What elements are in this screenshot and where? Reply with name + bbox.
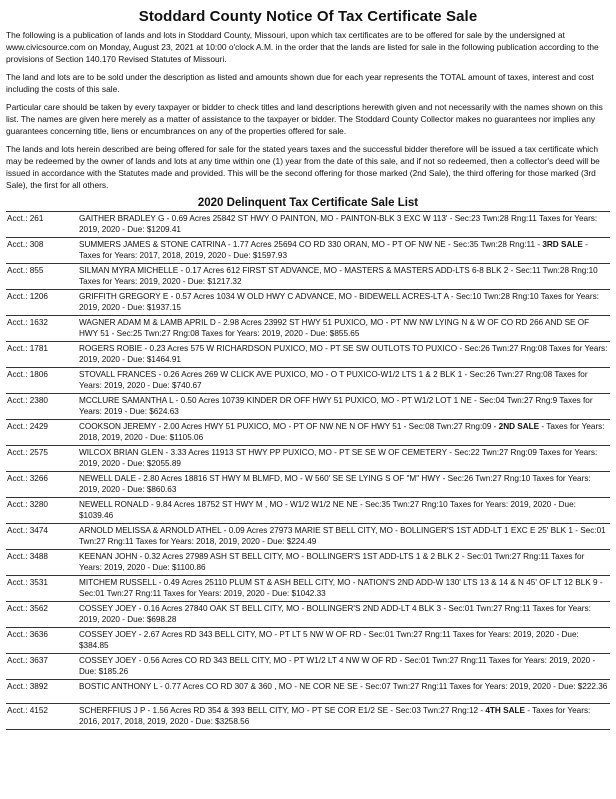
disclaimer-paragraph: Particular care should be taken by every taxpayer or bidder to check titles and land descriptions herewith given and not necessarily with the names shown on this list. The names are given here merely as a matter of assistance to the taxpayer or bidder. The Stoddard County Collector makes no guarantees nor implies any guarantees concerning title, liens or encumbrances on any of the properties offered for sale.	[6, 102, 603, 136]
description-text: SUMMERS JAMES & STONE CATRINA - 1.77 Acres 25694 CO RD 330 ORAN, MO - PT OF NW NE - Sec:35 Twn:28 Rng:11 -	[79, 240, 543, 249]
property-description	[79, 525, 610, 547]
account-number: Acct.: 855	[7, 266, 44, 275]
table-row	[6, 472, 610, 498]
property-description	[79, 291, 610, 313]
table-row	[6, 238, 610, 264]
description-text: STOVALL FRANCES - 0.26 Acres 269 W CLICK AVE PUXICO, MO - O T PUXICO-W1/2 LTS 1 & 2 BLK 1 - Sec:26 Twn:27 Rng:08 Taxes for Years: 2019, 2020 - Due: $740.67	[79, 370, 588, 390]
property-description	[79, 421, 610, 443]
description-text: SCHERFFIUS J P - 1.56 Acres RD 354 & 393 BELL CITY, MO - PT SE COR E1/2 SE - Sec:03 Twn:27 Rng:12 -	[79, 706, 486, 715]
notice-title: Stoddard County Notice Of Tax Certificate Sale	[138, 8, 478, 25]
table-row	[6, 704, 610, 730]
property-description	[79, 317, 610, 339]
table-row	[6, 550, 610, 576]
property-description	[79, 705, 610, 727]
account-number: Acct.: 3280	[7, 500, 48, 509]
description-text-continued: - Taxes for Years: 2016, 2017, 2018, 2019, 2020 - Due: $3258.56	[79, 706, 591, 726]
account-number: Acct.: 3892	[7, 682, 48, 691]
property-description	[79, 499, 610, 521]
account-number: Acct.: 1632	[7, 318, 48, 327]
description-text: KEENAN JOHN - 0.32 Acres 27989 ASH ST BELL CITY, MO - BOLLINGER'S 1ST ADD-LTS 1 & 2 BLK 2 - Sec:01 Twn:27 Rng:11 Taxes for Years: 2019, 2020 - Due: $1100.86	[79, 552, 585, 572]
property-description	[79, 239, 610, 261]
account-number: Acct.: 3637	[7, 656, 48, 665]
account-number: Acct.: 3562	[7, 604, 48, 613]
description-text: WAGNER ADAM M & LAMB APRIL D - 2.98 Acres 23992 ST HWY 51 PUXICO, MO - PT NW NW LYING N & W OF CO RD 266 AND SE OF HWY 51 - Sec:25 Twn:27 Rng:08 Taxes for Years: 2019, 2020 - Due: $855.65	[79, 318, 590, 338]
description-text: COSSEY JOEY - 0.56 Acres CO RD 343 BELL CITY, MO - PT W1/2 LT 4 NW W OF RD - Sec:01 Twn:27 Rng:11 Taxes for Years: 2019, 2020 - Due: $185.26	[79, 656, 596, 676]
property-description	[79, 603, 610, 625]
account-number: Acct.: 3531	[7, 578, 48, 587]
description-text: ARNOLD MELISSA & ARNOLD ATHEL - 0.09 Acres 27973 MARIE ST BELL CITY, MO - BOLLINGER'S 1ST ADD-LT 1 EXC E 25' BLK 1 - Sec:01 Twn:27 Rng:11 Taxes for Years: 2018, 2019, 2020 - Due: $224.49	[79, 526, 606, 546]
table-row	[6, 628, 610, 654]
description-text: MITCHEM RUSSELL - 0.49 Acres 25110 PLUM ST & ASH BELL CITY, MO - NATION'S 2ND ADD-W 130' LTS 13 & 14 & N 45' OF LT 12 BLK 9 - Sec:01 Twn:27 Rng:11 Taxes for Years: 2019, 2020 - Due: $1042.33	[79, 578, 603, 598]
account-number: Acct.: 2429	[7, 422, 48, 431]
description-text: GRIFFITH GREGORY E - 0.57 Acres 1034 W OLD HWY C ADVANCE, MO - BIDEWELL ACRES-LT A - Sec:10 Twn:28 Rng:10 Taxes for Years: 2019, 2020 - Due: $1937.15	[79, 292, 599, 312]
description-text: MCCLURE SAMANTHA L - 0.50 Acres 10739 KINDER DR OFF HWY 51 PUXICO, MO - PT W1/2 LOT 1 NE - Sec:04 Twn:27 Rng:9 Taxes for Years: 2019 - Due: $624.63	[79, 396, 593, 416]
account-number: Acct.: 2380	[7, 396, 48, 405]
sale-marker: 2ND SALE	[498, 422, 540, 431]
account-number: Acct.: 4152	[7, 706, 48, 715]
description-text: GAITHER BRADLEY G - 0.69 Acres 25842 ST HWY O PAINTON, MO - PAINTON-BLK 3 EXC W 113' - Sec:23 Twn:28 Rng:11 Taxes for Years: 2019, 2020 - Due: $1209.41	[79, 214, 598, 234]
table-row	[6, 264, 610, 290]
table-row	[6, 654, 610, 680]
table-row	[6, 212, 610, 238]
table-row	[6, 498, 610, 524]
table-row	[6, 680, 610, 704]
table-row	[6, 342, 610, 368]
description-text-continued: - Taxes for Years: 2018, 2019, 2020 - Due: $1105.06	[79, 422, 605, 442]
table-row	[6, 446, 610, 472]
account-number: Acct.: 2575	[7, 448, 48, 457]
description-text: COOKSON JEREMY - 2.00 Acres HWY 51 PUXICO, MO - PT OF NW NE N OF HWY 51 - Sec:08 Twn:27 Rng:09 -	[79, 422, 499, 431]
property-description	[79, 213, 610, 235]
table-row	[6, 420, 610, 446]
description-text: BOSTIC ANTHONY L - 0.77 Acres CO RD 307 & 360 , MO - NE COR NE SE - Sec:07 Twn:27 Rng:11 Taxes for Years: 2019, 2020 - Due: $222.36	[79, 682, 608, 691]
list-title: 2020 Delinquent Tax Certificate Sale List	[197, 197, 419, 209]
table-row	[6, 524, 610, 550]
account-number: Acct.: 3636	[7, 630, 48, 639]
description-text: SILMAN MYRA MICHELLE - 0.17 Acres 612 FIRST ST ADVANCE, MO - MASTERS & MASTERS ADD-LTS 6-8 BLK 2 - Sec:11 Twn:28 Rng:10 Taxes for Years: 2019, 2020 - Due: $1217.32	[79, 266, 598, 286]
property-description	[79, 395, 610, 417]
property-description	[79, 629, 610, 651]
description-text: WILCOX BRIAN GLEN - 3.33 Acres 11913 ST HWY PP PUXICO, MO - PT SE SE W OF CEMETERY - Sec:22 Twn:27 Rng:09 Taxes for Years: 2019, 2020 - Due: $2055.89	[79, 448, 598, 468]
redemption-paragraph: The lands and lots herein described are being offered for sale for the stated years taxes and the successful bidder therefore will be issued a tax certificate which may be redeemed by the owner of lands and lots at any time within one (1) year from the date of this sale, and if not so redeemed, then a collector's deed will be issued in accordance with the Statutes made and provided. This will be the second offering for those marked (2nd Sale), the third offering for those marked (3rd Sale), the first for all others.	[6, 144, 600, 190]
property-description	[79, 447, 610, 469]
table-row	[6, 394, 610, 420]
description-text-continued: - Taxes for Years: 2017, 2018, 2019, 2020 - Due: $1597.93	[79, 240, 588, 260]
sale-marker: 4TH SALE	[485, 706, 525, 715]
terms-paragraph: The land and lots are to be sold under the description as listed and amounts shown due for each year represents the TOTAL amount of taxes, interest and cost including the costs of this sale.	[6, 72, 594, 94]
account-number: Acct.: 308	[7, 240, 44, 249]
property-description	[79, 265, 610, 287]
property-description	[79, 473, 610, 495]
property-description	[79, 681, 610, 701]
account-number: Acct.: 3488	[7, 552, 48, 561]
property-description	[79, 655, 610, 677]
table-row	[6, 602, 610, 628]
description-text: COSSEY JOEY - 2.67 Acres RD 343 BELL CITY, MO - PT LT 5 NW W OF RD - Sec:01 Twn:27 Rng:11 Taxes for Years: 2019, 2020 - Due: $384.85	[79, 630, 579, 650]
intro-paragraph: The following is a publication of lands and lots in Stoddard County, Missouri, upon which tax certificates are to be offered for sale by the undersigned at www.civicsource.com on Monday, August 23, 2021 at 10:00 o'clock A.M. in the order that the lands are listed for sale in the following publication according to the provisions of Section 140.170 Revised Statutes of Missouri.	[6, 30, 599, 64]
description-text: NEWELL DALE - 2.80 Acres 18816 ST HWY M BLMFD, MO - W 560' SE SE LYING S OF "M" HWY - Sec:26 Twn:27 Rng:10 Taxes for Years: 2019, 2020 - Due: $860.63	[79, 474, 591, 494]
description-text: NEWELL RONALD - 9.84 Acres 18752 ST HWY M , MO - W1/2 W1/2 NE NE - Sec:35 Twn:27 Rng:10 Taxes for Years: 2019, 2020 - Due: $1039.46	[79, 500, 576, 520]
table-row	[6, 290, 610, 316]
account-number: Acct.: 3474	[7, 526, 48, 535]
property-description	[79, 369, 610, 391]
table-row	[6, 368, 610, 394]
table-row	[6, 316, 610, 342]
description-text: COSSEY JOEY - 0.16 Acres 27840 OAK ST BELL CITY, MO - BOLLINGER'S 2ND ADD-LT 4 BLK 3 - Sec:01 Twn:27 Rng:11 Taxes for Years: 2019, 2020 - Due: $698.28	[79, 604, 591, 624]
table-row	[6, 576, 610, 602]
description-text: ROGERS ROBIE - 0.23 Acres 575 W RICHARDSON PUXICO, MO - PT SE SW OUTLOTS TO PUXICO - Sec:26 Twn:27 Rng:08 Taxes for Years: 2019, 2020 - Due: $1464.91	[79, 344, 608, 364]
property-description	[79, 343, 610, 365]
property-description	[79, 577, 610, 599]
account-number: Acct.: 1206	[7, 292, 48, 301]
account-number: Acct.: 261	[7, 214, 44, 223]
sale-list	[6, 211, 610, 730]
property-description	[79, 551, 610, 573]
account-number: Acct.: 1781	[7, 344, 48, 353]
account-number: Acct.: 3266	[7, 474, 48, 483]
sale-marker: 3RD SALE	[542, 240, 583, 249]
account-number: Acct.: 1806	[7, 370, 48, 379]
